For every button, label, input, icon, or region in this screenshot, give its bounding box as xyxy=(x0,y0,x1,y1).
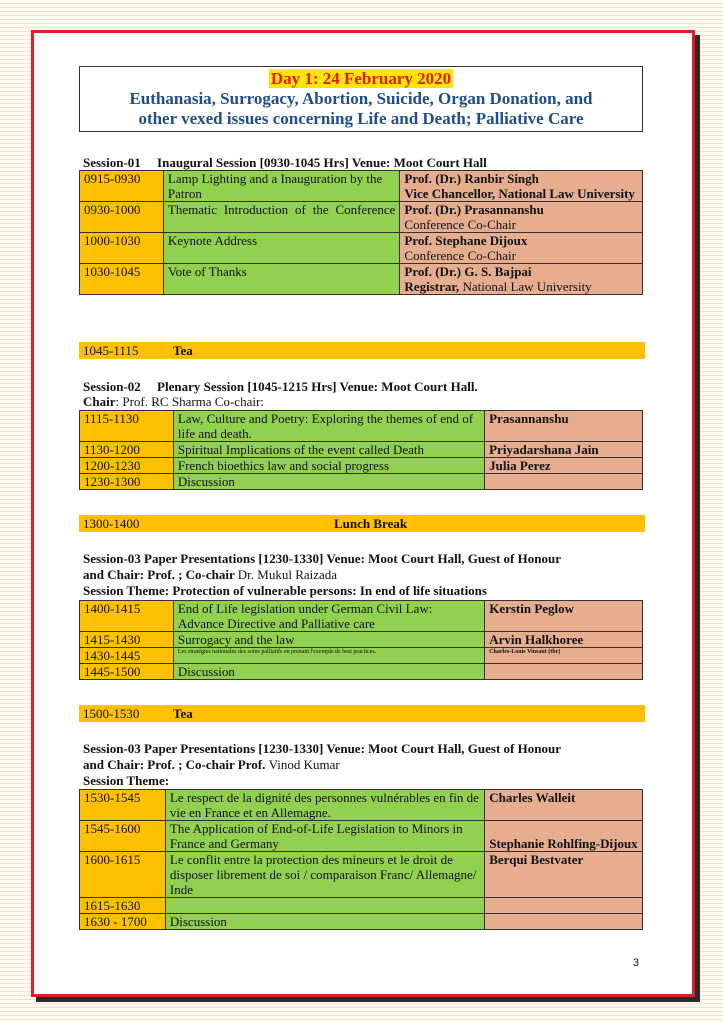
desc-cell: Spiritual Implications of the event called Death xyxy=(173,442,484,458)
desc-cell: Le conflit entre la protection des mineurs et le droit de disposer librement de soi / comparaison Franc/ Allemagne/ Inde xyxy=(165,852,484,898)
person-cell: Prof. (Dr.) G. S. Bajpai Registrar, National Law University xyxy=(400,264,643,295)
title-box xyxy=(79,66,643,132)
person-cell: Priyadarshana Jain xyxy=(485,442,643,458)
time-cell: 1130-1200 xyxy=(80,442,174,458)
time-cell: 1615-1630 xyxy=(80,898,166,914)
table-row xyxy=(80,664,643,680)
time-cell: 1545-1600 xyxy=(80,821,166,852)
desc-cell: Surrogacy and the law xyxy=(173,632,484,648)
session3-header: Session-03 Paper Presentations [1230-1330] Venue: Moot Court Hall, Guest of Honour xyxy=(83,551,561,566)
session1-header xyxy=(83,155,487,170)
time-cell: 1430-1445 xyxy=(80,648,174,664)
tea-bar-1 xyxy=(79,342,645,359)
desc-cell: Discussion xyxy=(173,664,484,680)
person-cell xyxy=(485,914,643,930)
session1-title: Inaugural Session [0930-1045 Hrs] Venue: Moot Court Hall xyxy=(157,155,487,170)
session4-chair: and Chair: Prof. ; Co-chair Prof. Vinod Kumar xyxy=(83,757,340,772)
desc-cell: Discussion xyxy=(165,914,484,930)
time-cell: 1630 - 1700 xyxy=(80,914,166,930)
person-cell: Prasannanshu xyxy=(485,411,643,442)
session3-theme: Session Theme: Protection of vulnerable persons: In end of life situations xyxy=(83,583,487,598)
table-row xyxy=(80,202,643,233)
desc-cell: Les stratégies nationales des soins palliatifs en prenant l'exemple de best practices. xyxy=(173,648,484,664)
time-cell: 1400-1415 xyxy=(80,601,174,632)
desc-cell: French bioethics law and social progress xyxy=(173,458,484,474)
person-cell: Charles-Louis Vinsaut (tbr) xyxy=(485,648,643,664)
person-cell xyxy=(485,664,643,680)
desc-cell: Law, Culture and Poetry: Exploring the themes of end of life and death. xyxy=(173,411,484,442)
table-row xyxy=(80,233,643,264)
table-row xyxy=(80,852,643,898)
person-cell xyxy=(485,474,643,490)
table-row xyxy=(80,474,643,490)
person-cell: Charles Walleit xyxy=(485,790,643,821)
day-title: Day 1: 24 February 2020 xyxy=(270,69,452,88)
time-cell: 1530-1545 xyxy=(80,790,166,821)
person-cell: Julia Perez xyxy=(485,458,643,474)
desc-cell xyxy=(165,898,484,914)
person-cell: Prof. (Dr.) Prasannanshu Conference Co-Chair xyxy=(400,202,643,233)
table-row xyxy=(80,898,643,914)
session2-chair-label: Chair xyxy=(83,394,116,409)
time-cell: 1200-1230 xyxy=(80,458,174,474)
time-cell: 1445-1500 xyxy=(80,664,174,680)
time-cell: 1230-1300 xyxy=(80,474,174,490)
session4-header: Session-03 Paper Presentations [1230-1330] Venue: Moot Court Hall, Guest of Honour xyxy=(83,741,561,756)
session4-table xyxy=(79,789,643,930)
table-row xyxy=(80,601,643,632)
person-cell: Prof. Stephane Dijoux Conference Co-Chair xyxy=(400,233,643,264)
desc-cell: Vote of Thanks xyxy=(163,264,400,295)
session2-title: Plenary Session [1045-1215 Hrs] Venue: Moot Court Hall. xyxy=(157,379,478,394)
time-cell: 1000-1030 xyxy=(80,233,164,264)
session2-label: Session-02 xyxy=(83,379,141,394)
time-cell: 1030-1045 xyxy=(80,264,164,295)
session2-chair xyxy=(83,394,264,409)
person-cell: Berqui Bestvater xyxy=(485,852,643,898)
tea2-label: Tea xyxy=(173,706,193,721)
person-cell: Prof. (Dr.) Ranbir Singh Vice Chancellor, National Law University xyxy=(400,171,643,202)
table-row xyxy=(80,171,643,202)
session3-table xyxy=(79,600,643,680)
session3-chair: and Chair: Prof. ; Co-chair Dr. Mukul Raizada xyxy=(83,567,338,582)
subtitle-line-1: Euthanasia, Surrogacy, Abortion, Suicide, Organ Donation, and xyxy=(129,89,593,108)
table-row xyxy=(80,821,643,852)
desc-cell: Discussion xyxy=(173,474,484,490)
table-row xyxy=(80,442,643,458)
time-cell: 1415-1430 xyxy=(80,632,174,648)
lunch-bar xyxy=(79,515,645,532)
person-cell: Arvin Halkhoree xyxy=(485,632,643,648)
session2-chair-value: : Prof. RC Sharma Co-chair: xyxy=(115,394,264,409)
session2-table xyxy=(79,410,643,490)
desc-cell: Keynote Address xyxy=(163,233,400,264)
table-row xyxy=(80,914,643,930)
tea2-time: 1500-1530 xyxy=(83,706,140,721)
person-cell: Kerstin Peglow xyxy=(485,601,643,632)
session2-header xyxy=(83,379,478,394)
table-row xyxy=(80,790,643,821)
page-number: 3 xyxy=(632,957,639,969)
table-row xyxy=(80,411,643,442)
lunch-time: 1300-1400 xyxy=(83,516,140,531)
lunch-label: Lunch Break xyxy=(334,516,408,531)
desc-cell: Le respect de la dignité des personnes vulnérables en fin de vie en France et en Allemagne. xyxy=(165,790,484,821)
session1-table xyxy=(79,170,643,295)
desc-cell: Thematic Introduction of the Conference xyxy=(163,202,400,233)
tea-bar-2 xyxy=(79,705,645,722)
time-cell: 1115-1130 xyxy=(80,411,174,442)
subtitle-line-2: other vexed issues concerning Life and Death; Palliative Care xyxy=(138,109,584,128)
desc-cell: End of Life legislation under German Civil Law: Advance Directive and Palliative care xyxy=(173,601,484,632)
time-cell: 0930-1000 xyxy=(80,202,164,233)
time-cell: 1600-1615 xyxy=(80,852,166,898)
desc-cell: The Application of End-of-Life Legislation to Minors in France and Germany xyxy=(165,821,484,852)
table-row xyxy=(80,458,643,474)
tea1-time: 1045-1115 xyxy=(83,343,139,358)
desc-cell: Lamp Lighting and a Inauguration by the Patron xyxy=(163,171,400,202)
table-row xyxy=(80,264,643,295)
person-cell xyxy=(485,898,643,914)
table-row xyxy=(80,648,643,664)
tea1-label: Tea xyxy=(173,343,193,358)
time-cell: 0915-0930 xyxy=(80,171,164,202)
session1-label: Session-01 xyxy=(83,155,141,170)
table-row xyxy=(80,632,643,648)
session4-theme: Session Theme: xyxy=(83,773,170,788)
person-cell: Stephanie Rohlfing-Dijoux xyxy=(485,821,643,852)
